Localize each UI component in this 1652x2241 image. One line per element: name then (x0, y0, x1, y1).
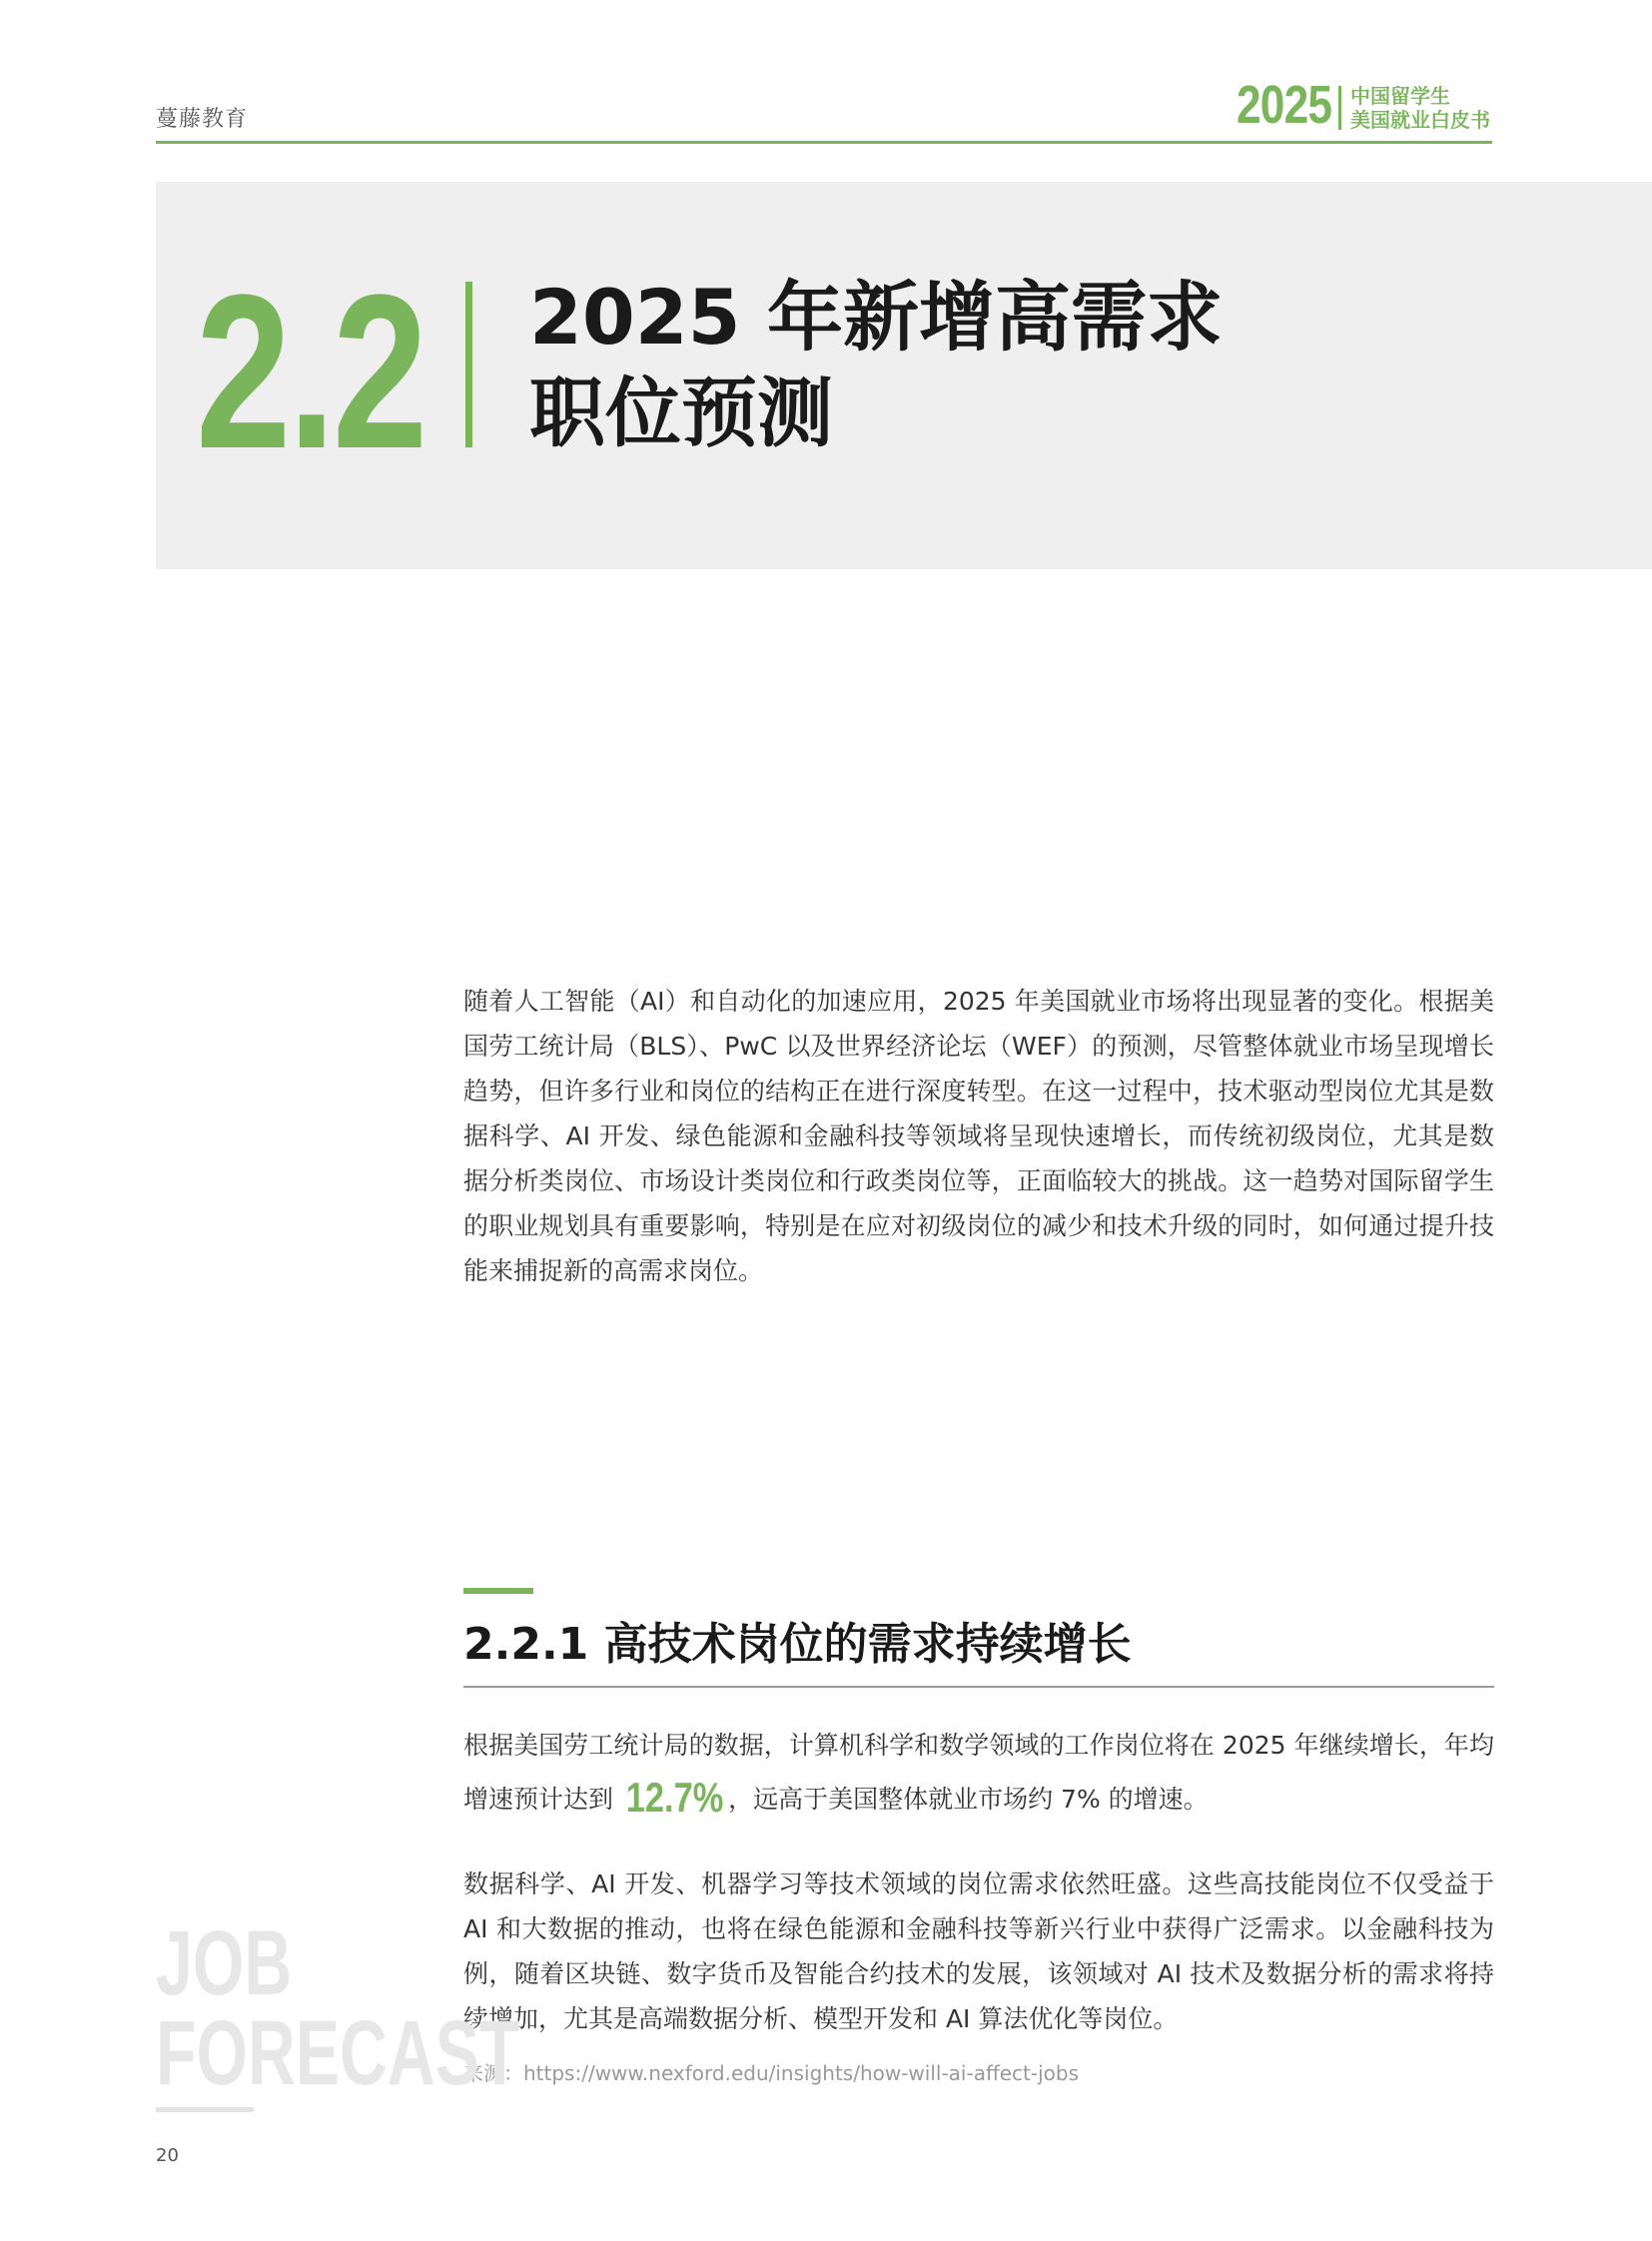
header-subtitle (1350, 84, 1490, 132)
section-number: 2.2 (196, 249, 425, 494)
watermark-rule (156, 2107, 254, 2112)
growth-rate-highlight: 12.7% (625, 1774, 724, 1821)
section-title-line2: 职位预测 (529, 369, 833, 457)
header-year: 2025 (1237, 75, 1332, 135)
watermark-line1: JOB (156, 1912, 293, 2014)
section-divider (465, 282, 472, 447)
subsection-title: 2.2.1 高技术岗位的需求持续增长 (463, 1619, 1132, 1670)
section-title-line1: 2025 年新增高需求 (529, 273, 1223, 362)
growth-text-before: 根据美国劳工统计局的数据，计算机科学和数学领域的工作岗位将在 2025 年继续增长，年均增速预计达到 (463, 1731, 1494, 1814)
tech-demand-paragraph: 数据科学、AI 开发、机器学习等技术领域的岗位需求依然旺盛。这些高技能岗位不仅受益于 AI 和大数据的推动，也将在绿色能源和金融科技等新兴行业中获得广泛需求。以金融科技为例，随着区块链、数字货币及智能合约技术的发展，该领域对 AI 技术及数据分析的需求将持续增加，尤其是高端数据分析、模型开发和 AI 算法优化等岗位。 (463, 1869, 1494, 2033)
header-subtitle-line1: 中国留学生 (1350, 84, 1450, 108)
header-rule (156, 141, 1492, 144)
subsection-rule (463, 1686, 1494, 1688)
source-link[interactable]: 来源：https://www.nexford.edu/insights/how-will-ai-affect-jobs (463, 2061, 1080, 2085)
header-divider (1338, 86, 1341, 130)
watermark-line2: FORECAST (156, 2002, 520, 2104)
intro-paragraph: 随着人工智能（AI）和自动化的加速应用，2025 年美国就业市场将出现显著的变化。根据美国劳工统计局（BLS）、PwC 以及世界经济论坛（WEF）的预测，尽管整体就业市场呈现增长趋势，但许多行业和岗位的结构正在进行深度转型。在这一过程中，技术驱动型岗位尤其是数据科学、AI 开发、绿色能源和金融科技等领域将呈现快速增长，而传统初级岗位，尤其是数据分析类岗位、市场设计类岗位和行政类岗位等，正面临较大的挑战。这一趋势对国际留学生的职业规划具有重要影响，特别是在应对初级岗位的减少和技术升级的同时，如何通过提升技能来捕捉新的高需求岗位。 (463, 987, 1494, 1285)
growth-paragraph (463, 1720, 1494, 1826)
growth-text-after: ，远高于美国整体就业市场约 7% 的增速。 (728, 1785, 1209, 1814)
section-title (529, 270, 1223, 461)
brand-name: 蔓藤教育 (156, 107, 249, 132)
header-subtitle-line2: 美国就业白皮书 (1350, 108, 1490, 132)
subsection-accent (463, 1588, 533, 1594)
page-number: 20 (156, 2145, 179, 2166)
